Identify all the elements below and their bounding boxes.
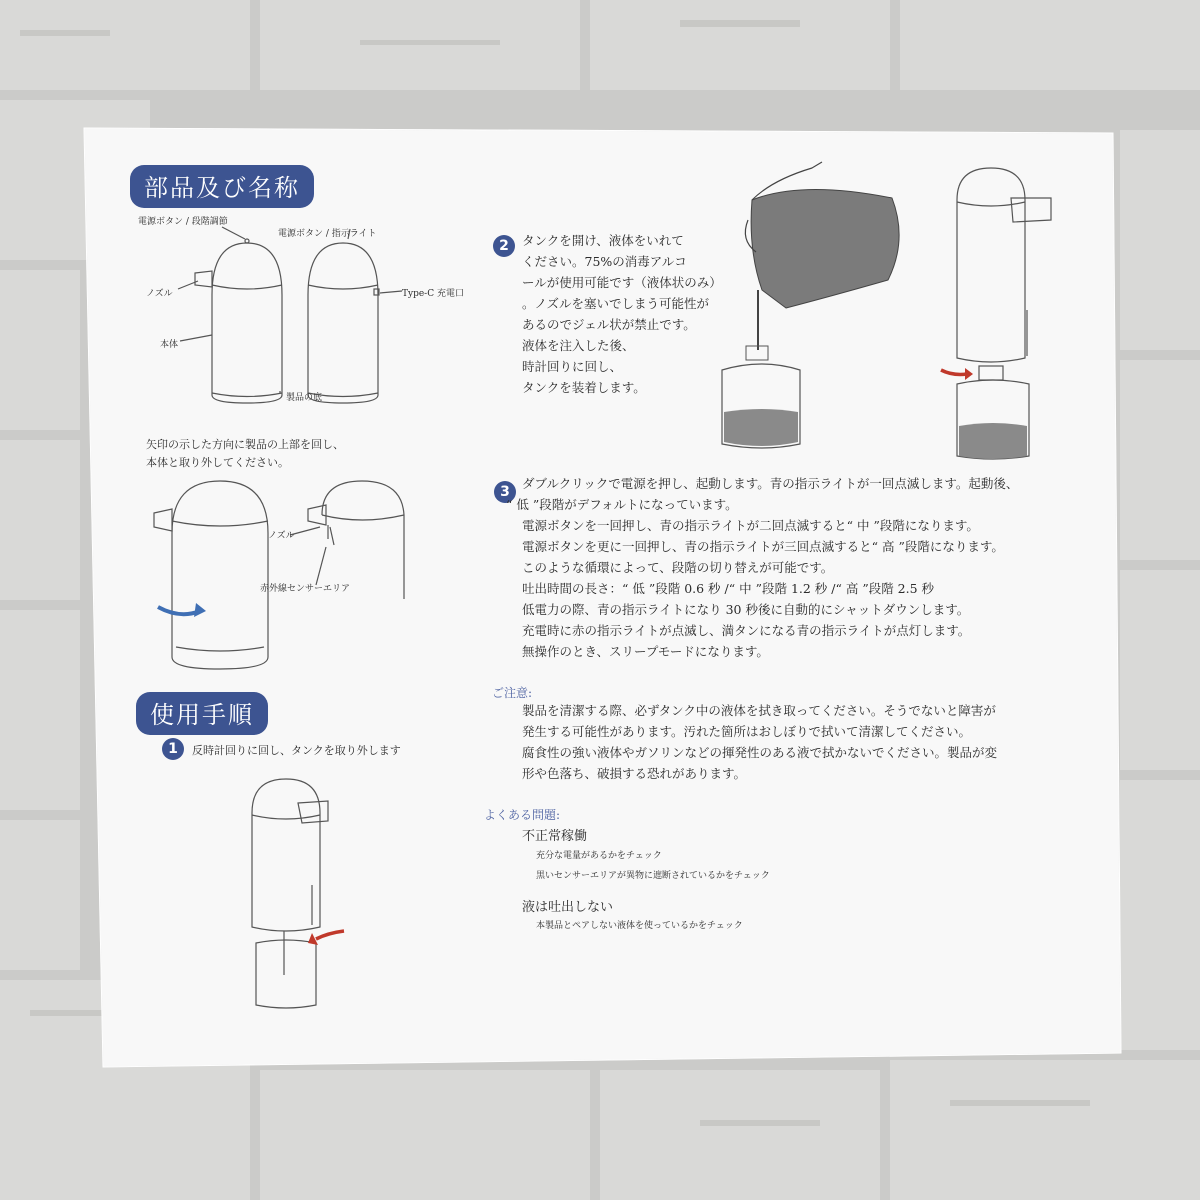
detach-instruction: 矢印の示した方向に製品の上部を回し、 本体と取り外してください。 bbox=[146, 438, 344, 469]
faq-item-2-line-1: 本製品とペアしない液体を使っているかをチェック bbox=[536, 921, 743, 931]
caution-text: 製品を清潔する際、必ずタンク中の液体を拭き取ってください。そうでないと障害が 発生する可能性があります。汚れた箇所はおしぼりで拭いて清潔してください。 腐食性の強い液体やガソリンなどの揮発性のある液で拭かないでください。製品が変 形や色落ち、破損する恐れがあります。 bbox=[522, 703, 998, 781]
step-2-text: タンクを開け、液体をいれて ください。75%の消毒アルコ ールが使用可能です（液体状のみ） 。ノズルを塞いでしまう可能性が あるのでジェル状が禁止です。 液体を注入した後、 時計回りに回し、 タンクを装着します。 bbox=[522, 233, 722, 395]
label-power-button-1: 電源ボタン / 段階調節 bbox=[138, 217, 228, 227]
label-type-c: Type-C 充電口 bbox=[402, 289, 464, 299]
step-1-diagram bbox=[232, 775, 372, 1015]
step-3-number: 3 bbox=[494, 481, 516, 503]
label-power-button-2: 電源ボタン / 指示ライト bbox=[278, 229, 377, 239]
step-1-text: 反時計回りに回し、タンクを取り外します bbox=[192, 744, 401, 757]
step-3-text: ダブルクリックで電源を押し、起動します。青の指示ライトが一回点滅します。起動後、 “ 低 ”段階がデフォルトになっています。 電源ボタンを一回押し、青の指示ライトが二回点滅すると“ 中 ”段階になります。 電源ボタンを更に一回押し、青の指示ライトが三回点滅すると“ 高 ”段階になります。 このような循環によって、段階の切り替えが可能です。 吐出時間の長さ：“ 低 ”段階 0.6 秒 /“ 中 ”段階 1.2 秒 /“ 高 ”段階 2.5 秒 低電力の際、青の指示ライトになり 30 秒後に自動的にシャットダウンします。 充電時に赤の指示ライトが点滅し、満タンになる青の指示ライトが点灯します。 無操作のとき、スリープモードになります。 bbox=[506, 476, 1019, 659]
faq-heading: よくある問題: bbox=[484, 808, 561, 822]
faq-item-1-line-1: 充分な電量があるかをチェック bbox=[536, 851, 662, 861]
caution-heading: ご注意: bbox=[492, 686, 533, 700]
faq-item-1-line-2: 黒いセンサーエリアが異物に遮断されているかをチェック bbox=[536, 871, 770, 881]
step-2-attach-diagram bbox=[935, 160, 1075, 460]
label-sensor-area: 赤外線センサーエリア bbox=[260, 584, 351, 594]
parts-diagram bbox=[150, 215, 470, 415]
label-nozzle-2: ノズル bbox=[268, 531, 295, 541]
step-2-number: 2 bbox=[493, 235, 515, 257]
step-1-number: 1 bbox=[162, 738, 184, 760]
label-body: 本体 bbox=[160, 340, 179, 350]
faq-item-2-title: 液は吐出しない bbox=[522, 900, 614, 915]
parts-section-title: 部品及び名称 bbox=[130, 165, 314, 208]
label-nozzle: ノズル bbox=[146, 289, 173, 299]
faq-item-1-title: 不正常稼働 bbox=[522, 829, 588, 844]
detach-diagram bbox=[140, 475, 430, 675]
usage-section-title: 使用手順 bbox=[136, 692, 268, 735]
step-2-pour-diagram bbox=[712, 160, 912, 455]
label-bottom: 製品の底 bbox=[286, 393, 323, 403]
